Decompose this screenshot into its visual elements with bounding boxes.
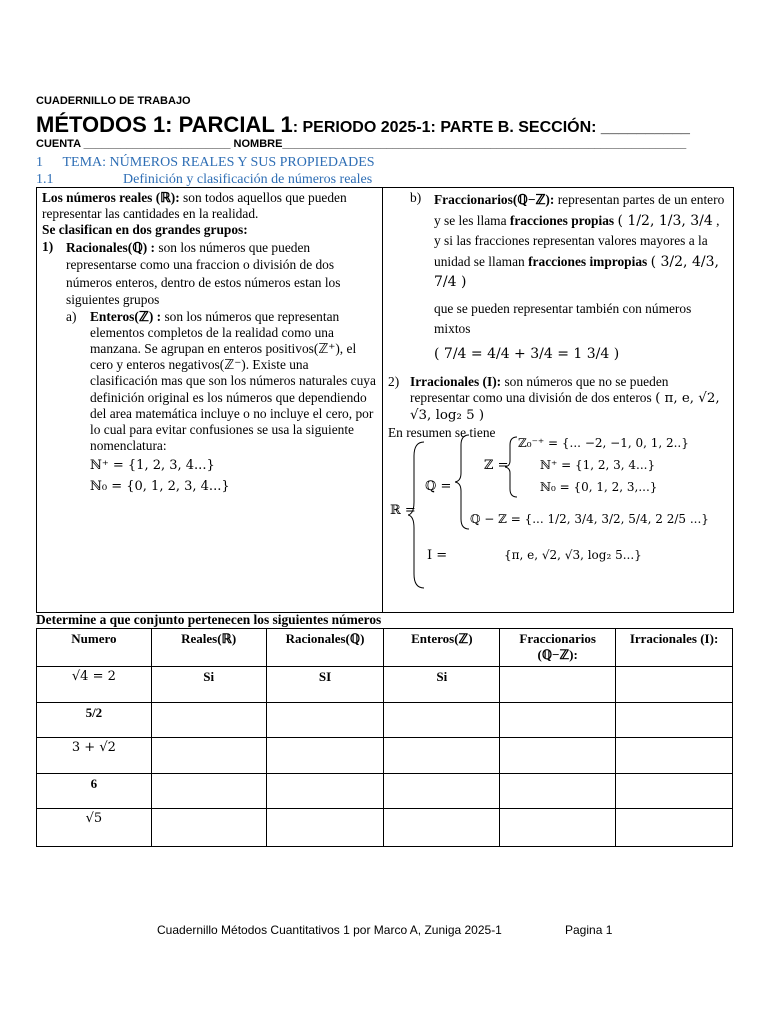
cell-irracionales[interactable] (616, 809, 733, 847)
irrationals-number: 2) (388, 374, 400, 389)
cell-fraccionarios[interactable] (500, 774, 616, 809)
cell-irracionales[interactable] (616, 774, 733, 809)
naturals-plus: ℕ⁺ = {1, 2, 3, 4...} (90, 458, 215, 474)
irrationals-examples: ( π, e, √2, √3, log₂ 5 ) (410, 391, 720, 424)
integers-item (66, 309, 378, 495)
fractional-text-2: , y si las fracciones representan valores mayores a la unidad se llaman (434, 212, 720, 269)
diagram-Z0: ℤ₀⁻⁺ = {... −2, −1, 0, 1, 2..} (518, 436, 689, 450)
section-1-heading (36, 155, 375, 171)
left-column (42, 190, 378, 495)
section-1-title: TEMA: NÚMEROS REALES Y SUS PROPIEDADES (62, 155, 375, 170)
fractional-label: b) (410, 190, 422, 205)
diagram-R: ℝ = (390, 503, 416, 518)
column-divider (382, 187, 383, 612)
exercise-table (36, 628, 733, 847)
cell-number: 3 + √2 (37, 738, 152, 774)
title-rest: : PERIODO 2025-1: PARTE B. SECCIÓN: __________ (292, 119, 690, 136)
table-row (37, 809, 733, 847)
cell-reales[interactable]: Si (151, 667, 266, 703)
R-brace (408, 440, 428, 592)
diagram-Q: ℚ = (425, 479, 452, 494)
cell-reales[interactable] (151, 703, 266, 738)
Q-brace (455, 433, 471, 536)
reals-text: son todos aquellos que pueden representar las cantidades en la realidad. (42, 190, 347, 222)
rationals-term: Racionales(ℚ) : (66, 239, 156, 255)
cuenta-nombre-line: CUENTA ________________________ NOMBRE__________________________________________________________________ (36, 138, 687, 150)
header-fraccionarios: Fraccionarios (ℚ−ℤ): (500, 629, 616, 667)
page-title (36, 112, 690, 138)
cell-racionales[interactable]: SI (266, 667, 384, 703)
fractional-text-1: representan partes de un entero y se les llama (434, 192, 725, 228)
proper-fractions-examples: ( 1/2, 1/3, 3/4 (617, 212, 713, 229)
header-reales: Reales(ℝ) (151, 629, 266, 667)
cell-enteros[interactable] (384, 809, 500, 847)
header-irracionales: Irracionales (I): (616, 629, 733, 667)
cell-enteros[interactable] (384, 738, 500, 774)
cell-fraccionarios[interactable] (500, 809, 616, 847)
table-row (37, 774, 733, 809)
irrationals-term: Irracionales (I): (410, 374, 502, 389)
summary-label: En resumen se tiene (388, 424, 496, 440)
improper-fractions-examples: ( 3/2, 4/3, 7/4 ) (434, 253, 719, 290)
diagram-N0: ℕ₀ = {0, 1, 2, 3,...} (540, 480, 658, 494)
proper-fractions-term: fracciones propias (509, 212, 615, 228)
cell-enteros[interactable] (384, 703, 500, 738)
mixed-number-example: ( 7/4 = 4/4 + 3/4 = 1 3/4 ) (434, 345, 620, 362)
workbook-label: CUADERNILLO DE TRABAJO (36, 95, 191, 107)
diagram-Q-minus-Z: ℚ − ℤ = {... 1/2, 3/4, 3/2, 5/4, 2 2/5 ...} (470, 512, 709, 526)
section-1-1-heading (36, 172, 372, 188)
classified-heading: Se clasifican en dos grandes grupos: (42, 222, 248, 238)
cell-number: 5/2 (37, 703, 152, 738)
diagram-Z: ℤ = (484, 458, 509, 473)
fractional-text-3: que se pueden representar también con números mixtos (434, 300, 692, 336)
naturals-zero: ℕ₀ = {0, 1, 2, 3, 4...} (90, 478, 230, 494)
cell-racionales[interactable] (266, 738, 384, 774)
footer-page: Pagina 1 (565, 923, 613, 937)
cell-irracionales[interactable] (616, 738, 733, 774)
cell-racionales[interactable] (266, 703, 384, 738)
rationals-number: 1) (42, 238, 54, 254)
cell-reales[interactable] (151, 738, 266, 774)
table-row (37, 738, 733, 774)
header-enteros: Enteros(ℤ) (384, 629, 500, 667)
irrationals-item (388, 374, 726, 425)
cell-enteros[interactable]: Si (384, 667, 500, 703)
cell-number: 6 (37, 774, 152, 809)
integers-label: a) (66, 308, 77, 324)
cell-number: √5 (37, 809, 152, 847)
reals-definition (42, 190, 378, 222)
exercise-prompt: Determine a que conjunto pertenecen los siguientes números (36, 612, 382, 627)
fractional-item (388, 190, 726, 364)
irrationals-text: son números que no se pueden representar como una división de dos enteros (410, 374, 669, 406)
cell-fraccionarios[interactable] (500, 667, 616, 703)
cell-racionales[interactable] (266, 774, 384, 809)
improper-fractions-term: fracciones impropias (528, 253, 648, 269)
section-1-number: 1 (36, 155, 43, 170)
Z-brace (505, 435, 519, 504)
rationals-item (42, 239, 378, 309)
section-1-1-number: 1.1 (36, 172, 54, 187)
header-numero: Numero (37, 629, 152, 667)
cell-fraccionarios[interactable] (500, 738, 616, 774)
reals-term: Los números reales (ℝ): (42, 190, 180, 205)
table-row (37, 703, 733, 738)
cell-enteros[interactable] (384, 774, 500, 809)
header-racionales: Racionales(ℚ) (266, 629, 384, 667)
footer-text: Cuadernillo Métodos Cuantitativos 1 por Marco A, Zuniga 2025-1 (157, 923, 502, 937)
cell-irracionales[interactable] (616, 703, 733, 738)
cell-reales[interactable] (151, 774, 266, 809)
cell-irracionales[interactable] (616, 667, 733, 703)
right-column (388, 190, 726, 441)
diagram-I-set: {π, e, √2, √3, log₂ 5...} (504, 548, 642, 562)
table-header-row (37, 629, 733, 667)
title-main: MÉTODOS 1: PARCIAL 1 (36, 112, 293, 137)
integers-term: Enteros(ℤ) : (90, 308, 162, 324)
fractional-term: Fraccionarios(ℚ−ℤ): (434, 192, 555, 207)
rationals-text: son los números que pueden representarse como una fraccion o división de dos números enteros, dentro de estos números estan los siguientes grupos (66, 239, 341, 308)
cell-number: √4 = 2 (37, 667, 152, 703)
section-1-1-title: Definición y clasificación de números reales (123, 172, 373, 187)
diagram-I: I = (427, 548, 448, 563)
integers-text: son los números que representan elementos completos de la realidad como una manzana. Se agrupan en enteros positivos(ℤ⁺), el cero y enteros negativos(ℤ⁻). Existe una clasificación mas que son los números naturales cuya definición original es los números que dependiendo del area matemática incluye o no incluye el cero, por lo cual para evitar confusiones se usa la siguiente nomenclatura: (90, 308, 376, 454)
table-row (37, 667, 733, 703)
cell-reales[interactable] (151, 809, 266, 847)
cell-fraccionarios[interactable] (500, 703, 616, 738)
cell-racionales[interactable] (266, 809, 384, 847)
diagram-N-plus: ℕ⁺ = {1, 2, 3, 4...} (540, 458, 656, 472)
